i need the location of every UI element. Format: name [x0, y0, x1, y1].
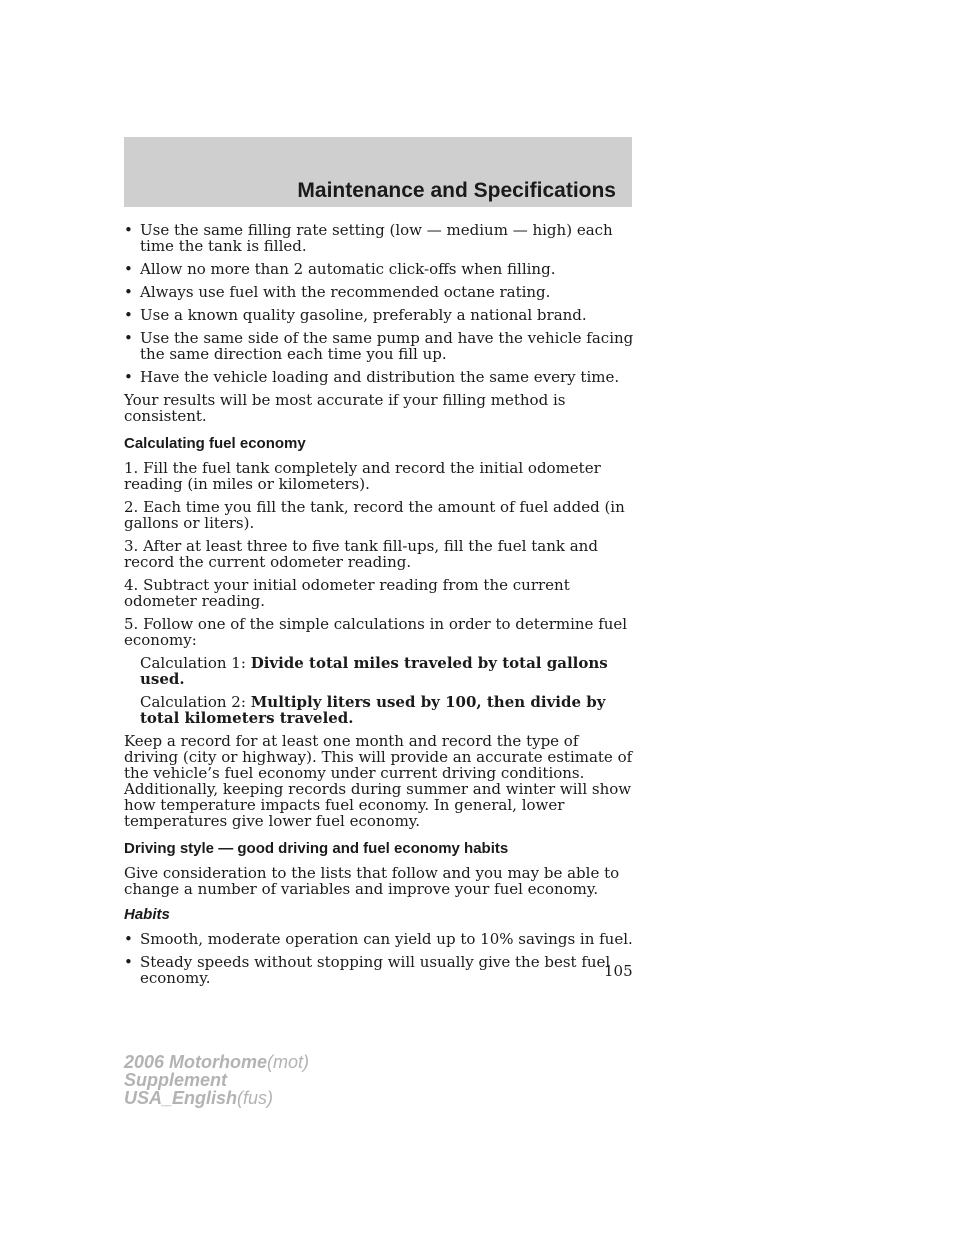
- list-item: • Smooth, moderate operation can yield up to 10% savings in fuel.: [124, 930, 633, 948]
- page-content: [124, 222, 634, 993]
- calculation-2: [124, 694, 634, 726]
- header-band: [124, 137, 632, 207]
- bullet-icon: •: [124, 221, 133, 239]
- list-item: • Use a known quality gasoline, preferably a national brand.: [124, 306, 587, 324]
- calc-step-1: 1. Fill the fuel tank completely and record the initial odometer reading (in miles or kilometers).: [124, 459, 601, 493]
- calc-heading: Calculating fuel economy: [124, 435, 306, 452]
- list-item: • Have the vehicle loading and distribution the same every time.: [124, 368, 620, 386]
- bullet-icon: •: [124, 329, 133, 347]
- consistency-note: Your results will be most accurate if your filling method is consistent.: [124, 391, 566, 425]
- calc-step-2: 2. Each time you fill the tank, record the amount of fuel added (in gallons or liters).: [124, 498, 625, 532]
- list-item: • Use the same filling rate setting (low — medium — high) each time the tank is filled.: [124, 221, 613, 255]
- bullet-icon: •: [124, 368, 133, 386]
- record-note: Keep a record for at least one month and record the type of driving (city or highway). This will provide an accurate estimate of the vehicle’s fuel economy under current driving conditions. Additionally, keeping records during summer and winter will show how temperature impacts fuel economy. In general, lower temperatures give lower fuel economy.: [124, 732, 633, 830]
- driving-heading: Driving style — good driving and fuel economy habits: [124, 840, 509, 857]
- calc1-text: Divide total miles traveled by total gallons used.: [140, 654, 608, 688]
- habits-heading: Habits: [124, 906, 170, 923]
- bullet-icon: •: [124, 930, 133, 948]
- footer-line-1: 2006 Motorhome(mot): [124, 1052, 310, 1072]
- bullet-icon: •: [124, 283, 133, 301]
- footer: [124, 1053, 309, 1107]
- calc-step-4: 4. Subtract your initial odometer reading from the current odometer reading.: [124, 576, 570, 610]
- list-item: • Use the same side of the same pump and have the vehicle facing the same direction each time you fill up.: [124, 329, 634, 363]
- list-item: • Always use fuel with the recommended octane rating.: [124, 283, 551, 301]
- calc2-text: Multiply liters used by 100, then divide by total kilometers traveled.: [140, 693, 606, 727]
- page-title: Maintenance and Specifications: [297, 179, 616, 202]
- footer-line-3: USA_English(fus): [124, 1088, 274, 1108]
- page-number: 105: [604, 962, 633, 980]
- bullet-icon: •: [124, 953, 133, 971]
- calc1-label: Calculation 1:: [140, 654, 246, 672]
- calc-step-5: 5. Follow one of the simple calculations in order to determine fuel economy:: [124, 615, 628, 649]
- list-item: • Allow no more than 2 automatic click-offs when filling.: [124, 260, 556, 278]
- calc2-label: Calculation 2:: [140, 693, 246, 711]
- list-item: • Steady speeds without stopping will usually give the best fuel economy.: [124, 953, 611, 987]
- footer-line-2: Supplement: [124, 1070, 228, 1090]
- calculation-1: [124, 655, 634, 687]
- bullet-icon: •: [124, 260, 133, 278]
- calc-step-3: 3. After at least three to five tank fill-ups, fill the fuel tank and record the current odometer reading.: [124, 537, 598, 571]
- bullet-icon: •: [124, 306, 133, 324]
- driving-intro: Give consideration to the lists that follow and you may be able to change a number of variables and improve your fuel economy.: [124, 864, 620, 898]
